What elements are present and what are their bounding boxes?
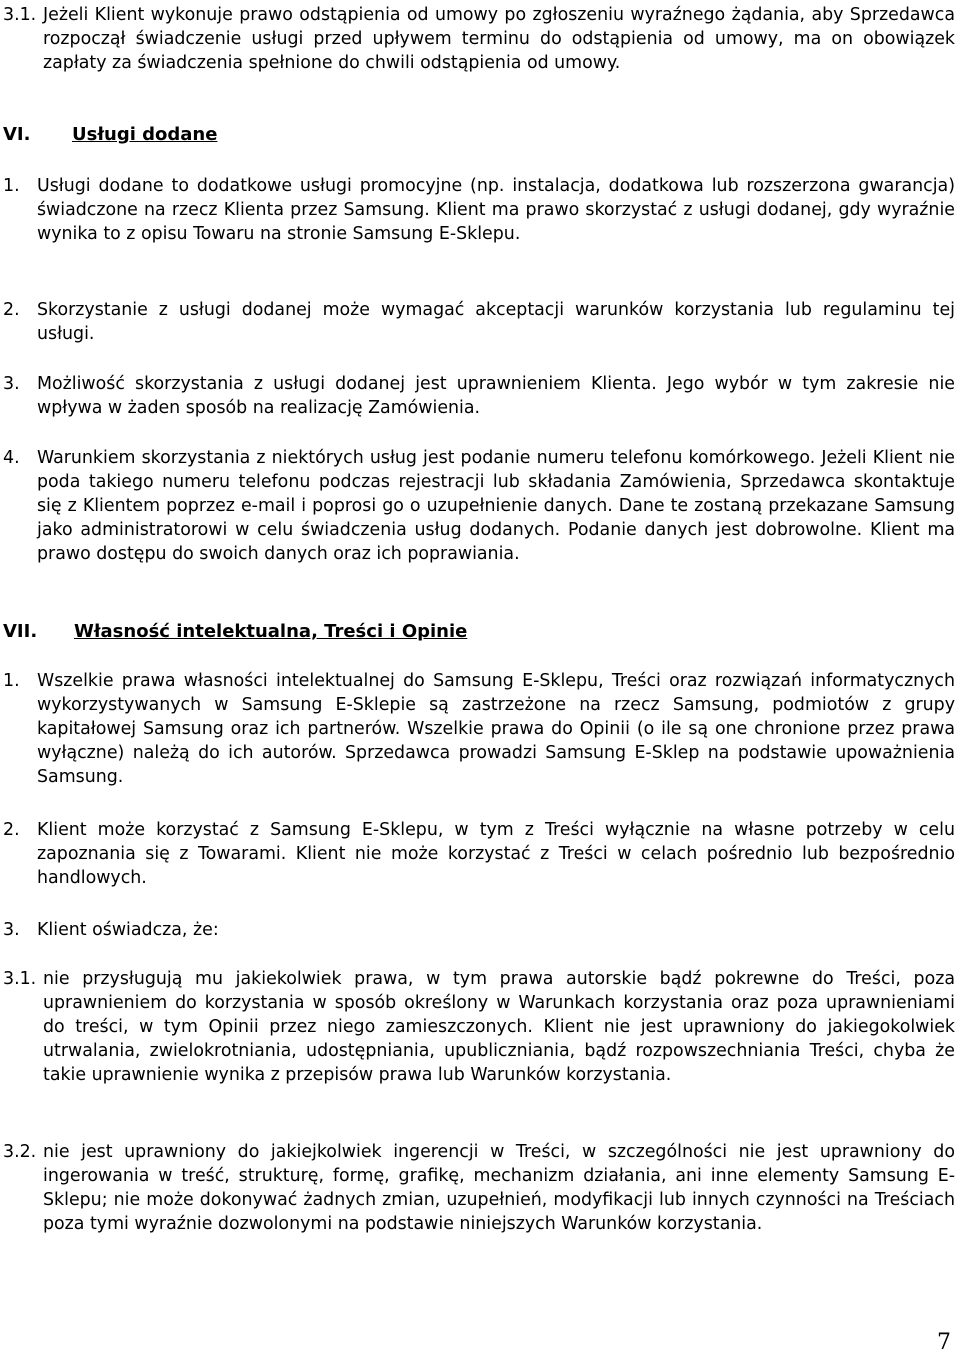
- top-item-label: 3.1.: [3, 5, 37, 25]
- section-vii-title: Własność intelektualna, Treści i Opinie: [74, 621, 468, 642]
- vii-item-1-label: 1.: [3, 671, 20, 691]
- vii-subitem-1-text: nie przysługują mu jakiekolwiek prawa, w tym prawa autorskie bądź pokrewne do Treści, poza uprawnieniem do korzystania w sposób określony w Warunkach korzystania oraz poza uprawnieniami do treści, w tym Opinii przez niego zamieszczonych. Klient nie jest uprawniony do jakiegokolwiek utrwalania, zwielokrotniania, udostępniania, upubliczniania, bądź rozpowszechniania Treści, chyba że takie uprawnienie wynika z przepisów prawa lub Warunków korzystania.: [43, 969, 955, 1085]
- vii-subitem-1-label: 3.1.: [3, 969, 37, 989]
- vi-item-3-label: 3.: [3, 374, 20, 394]
- vi-item-2-label: 2.: [3, 300, 20, 320]
- vi-item-1-label: 1.: [3, 176, 20, 196]
- vii-subitem-2-label: 3.2.: [3, 1142, 37, 1162]
- vi-item-3-text: Możliwość skorzystania z usługi dodanej jest uprawnieniem Klienta. Jego wybór w tym zakresie nie wpływa w żaden sposób na realizację Zamówienia.: [37, 374, 955, 418]
- section-vii-number: VII.: [3, 621, 38, 642]
- vii-item-2-label: 2.: [3, 820, 20, 840]
- page-number: 7: [937, 1330, 951, 1355]
- vii-item-3-text: Klient oświadcza, że:: [37, 920, 219, 940]
- vi-item-2-text: Skorzystanie z usługi dodanej może wymagać akceptacji warunków korzystania lub regulaminu tej usługi.: [37, 300, 955, 344]
- vii-item-2-text: Klient może korzystać z Samsung E-Sklepu, w tym z Treści wyłącznie na własne potrzeby w celu zapoznania się z Towarami. Klient nie może korzystać z Treści w celach pośrednio lub bezpośrednio handlowych.: [37, 820, 955, 888]
- vii-item-3-label: 3.: [3, 920, 20, 940]
- vi-item-1-text: Usługi dodane to dodatkowe usługi promocyjne (np. instalacja, dodatkowa lub rozszerzona gwarancja) świadczone na rzecz Klienta przez Samsung. Klient ma prawo skorzystać z usługi dodanej, gdy wyraźnie wynika to z opisu Towaru na stronie Samsung E-Sklepu.: [37, 176, 955, 244]
- section-vi-number: VI.: [3, 124, 31, 145]
- top-item-text: Jeżeli Klient wykonuje prawo odstąpienia od umowy po zgłoszeniu wyraźnego żądania, aby Sprzedawca rozpoczął świadczenie usługi przed upływem terminu do odstąpienia od umowy, ma on obowiązek zapłaty za świadczenia spełnione do chwili odstąpienia od umowy.: [43, 5, 955, 73]
- vii-item-1-text: Wszelkie prawa własności intelektualnej do Samsung E-Sklepu, Treści oraz rozwiązań informatycznych wykorzystywanych w Samsung E-Sklepie są zastrzeżone na rzecz Samsung, podmiotów z grupy kapitałowej Samsung oraz ich partnerów. Wszelkie prawa do Opinii (o ile są one chronione przez prawa wyłączne) należą do ich autorów. Sprzedawca prowadzi Samsung E-Sklep na podstawie upoważnienia Samsung.: [37, 671, 955, 787]
- section-vi-title: Usługi dodane: [72, 124, 218, 145]
- vi-item-4-text: Warunkiem skorzystania z niektórych usług jest podanie numeru telefonu komórkowego. Jeżeli Klient nie poda takiego numeru telefonu podczas rejestracji lub składania Zamówienia, Sprzedawca skontaktuje się z Klientem poprzez e-mail i poprosi go o uzupełnienie danych. Dane te zostaną przekazane Samsung jako administratorowi w celu świadczenia usług dodanych. Podanie danych jest dobrowolne. Klient ma prawo dostępu do swoich danych oraz ich poprawiania.: [37, 448, 955, 564]
- vii-subitem-2-text: nie jest uprawniony do jakiejkolwiek ingerencji w Treści, w szczególności nie jest uprawniony do ingerowania w treść, strukturę, formę, grafikę, mechanizm działania, ani inne elementy Samsung E-Sklepu; nie może dokonywać żadnych zmian, uzupełnień, modyfikacji lub innych czynności na Treściach poza tymi wyraźnie dozwolonymi na podstawie niniejszych Warunków korzystania.: [43, 1142, 955, 1234]
- vi-item-4-label: 4.: [3, 448, 20, 468]
